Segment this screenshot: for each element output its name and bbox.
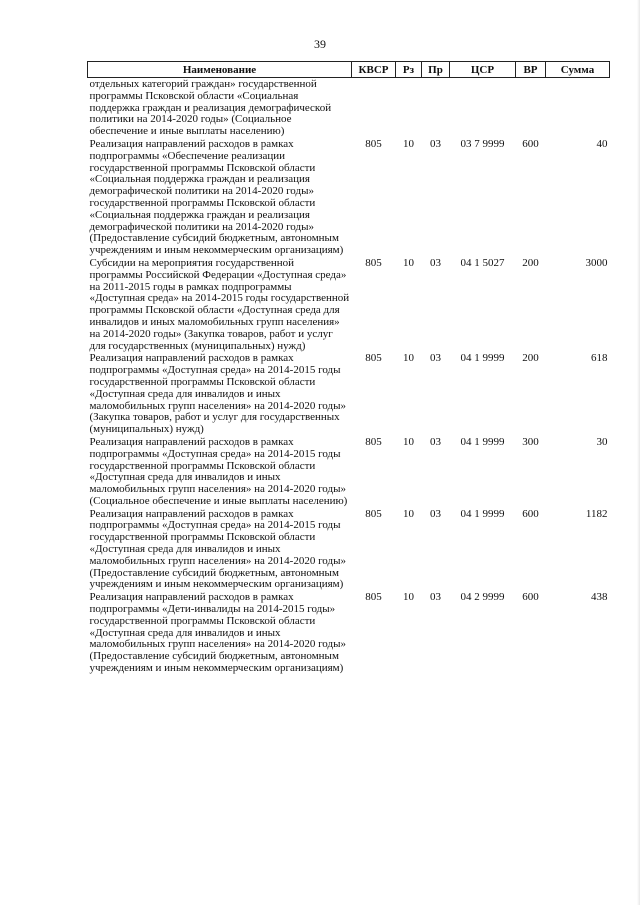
row-rz: 10 [403, 256, 414, 269]
row-vr: 600 [522, 137, 539, 150]
row-sum: 438 [591, 591, 608, 604]
row-rz: 10 [403, 137, 414, 150]
row-kvsr: 805 [365, 137, 382, 150]
row-csr: 03 7 9999 [460, 137, 505, 150]
row-name: Реализация направлений расходов в рамках подпрограммы «Доступная среда» на 2014-2015 годы государственной программы Псковской области «Доступная среда для инвалидов и иных маломобильных групп населения» на 2014-2020 годы» (Закупка товаров, работ и услуг для государственных (муниципальных) нужд) [89, 352, 346, 436]
row-name: отдельных категорий граждан» государственной программы Псковской области «Социальная поддержка граждан и реализация демографической политики на 2014-2020 годы» (Социальное обеспечение и иные выплаты населению) [89, 78, 332, 138]
table-row [88, 139, 610, 258]
row-pr: 03 [430, 591, 441, 604]
header-pr: Пр [422, 62, 450, 78]
row-rz: 10 [403, 435, 414, 448]
header-csr: ЦСР [450, 62, 516, 78]
table-row-continuation [88, 78, 610, 139]
row-kvsr: 805 [365, 435, 382, 448]
row-kvsr: 805 [365, 591, 382, 604]
row-vr: 200 [522, 256, 539, 269]
row-sum: 1182 [585, 507, 608, 520]
table-row [88, 509, 610, 593]
row-kvsr: 805 [365, 507, 382, 520]
row-vr: 200 [522, 352, 539, 365]
row-pr: 03 [430, 256, 441, 269]
row-csr: 04 2 9999 [460, 591, 505, 604]
budget-table [87, 61, 610, 676]
row-csr: 04 1 9999 [460, 435, 505, 448]
row-sum: 30 [596, 435, 608, 448]
header-name: Наименование [88, 62, 352, 78]
table-row [88, 437, 610, 509]
row-pr: 03 [430, 137, 441, 150]
row-sum: 618 [591, 352, 608, 365]
row-name: Реализация направлений расходов в рамках подпрограммы «Дети-инвалиды на 2014-2015 годы» государственной программы Псковской области «Доступная среда для инвалидов и иных маломобильных групп населения» на 2014-2020 годы» (Предоставление субсидий бюджетным, автономным учреждениям и иным некоммерческим организациям) [89, 591, 346, 675]
header-sum: Сумма [546, 62, 610, 78]
table-row [88, 592, 610, 676]
table-row [88, 353, 610, 437]
row-csr: 04 1 9999 [460, 507, 505, 520]
row-rz: 10 [403, 507, 414, 520]
row-csr: 04 1 9999 [460, 352, 505, 365]
row-name: Реализация направлений расходов в рамках подпрограммы «Обеспечение реализации государственной программы Псковской области «Социальная поддержка граждан и реализация демографической политики на 2014-2020 годы» государственной программы Псковской области «Социальная поддержка граждан и реализация демографической политики на 2014-2020 годы» (Предоставление субсидий бюджетным, автономным учреждениям и иным некоммерческим организациям) [89, 137, 344, 257]
row-csr: 04 1 5027 [460, 256, 505, 269]
row-vr: 600 [522, 591, 539, 604]
table-header-row [88, 62, 610, 78]
row-sum: 3000 [585, 256, 608, 269]
row-name: Реализация направлений расходов в рамках подпрограммы «Доступная среда» на 2014-2015 годы государственной программы Псковской области «Доступная среда для инвалидов и иных маломобильных групп населения» на 2014-2020 годы» (Предоставление субсидий бюджетным, автономным учреждениям и иным некоммерческим организациям) [89, 507, 346, 591]
row-name: Реализация направлений расходов в рамках подпрограммы «Доступная среда» на 2014-2015 годы государственной программы Псковской области «Доступная среда для инвалидов и иных маломобильных групп населения» на 2014-2020 годы» (Социальное обеспечение и иные выплаты населению) [89, 435, 348, 507]
page-number: 39 [314, 37, 326, 51]
header-kvsr: КВСР [352, 62, 396, 78]
row-pr: 03 [430, 352, 441, 365]
header-rz: Рз [396, 62, 422, 78]
header-vr: ВР [516, 62, 546, 78]
row-rz: 10 [403, 591, 414, 604]
row-vr: 600 [522, 507, 539, 520]
row-rz: 10 [403, 352, 414, 365]
row-name: Субсидии на мероприятия государственной программы Российской Федерации «Доступная среда» на 2011-2015 годы в рамках подпрограммы «Доступная среда» на 2014-2015 годы государственной программы Псковской области «Доступная среда для инвалидов и иных маломобильных групп населения» на 2014-2020 годы» (Закупка товаров, работ и услуг для государственных (муниципальных) нужд) [89, 256, 350, 352]
row-pr: 03 [430, 435, 441, 448]
row-pr: 03 [430, 507, 441, 520]
row-vr: 300 [522, 435, 539, 448]
table-row [88, 258, 610, 353]
row-kvsr: 805 [365, 352, 382, 365]
row-kvsr: 805 [365, 256, 382, 269]
row-sum: 40 [596, 137, 608, 150]
